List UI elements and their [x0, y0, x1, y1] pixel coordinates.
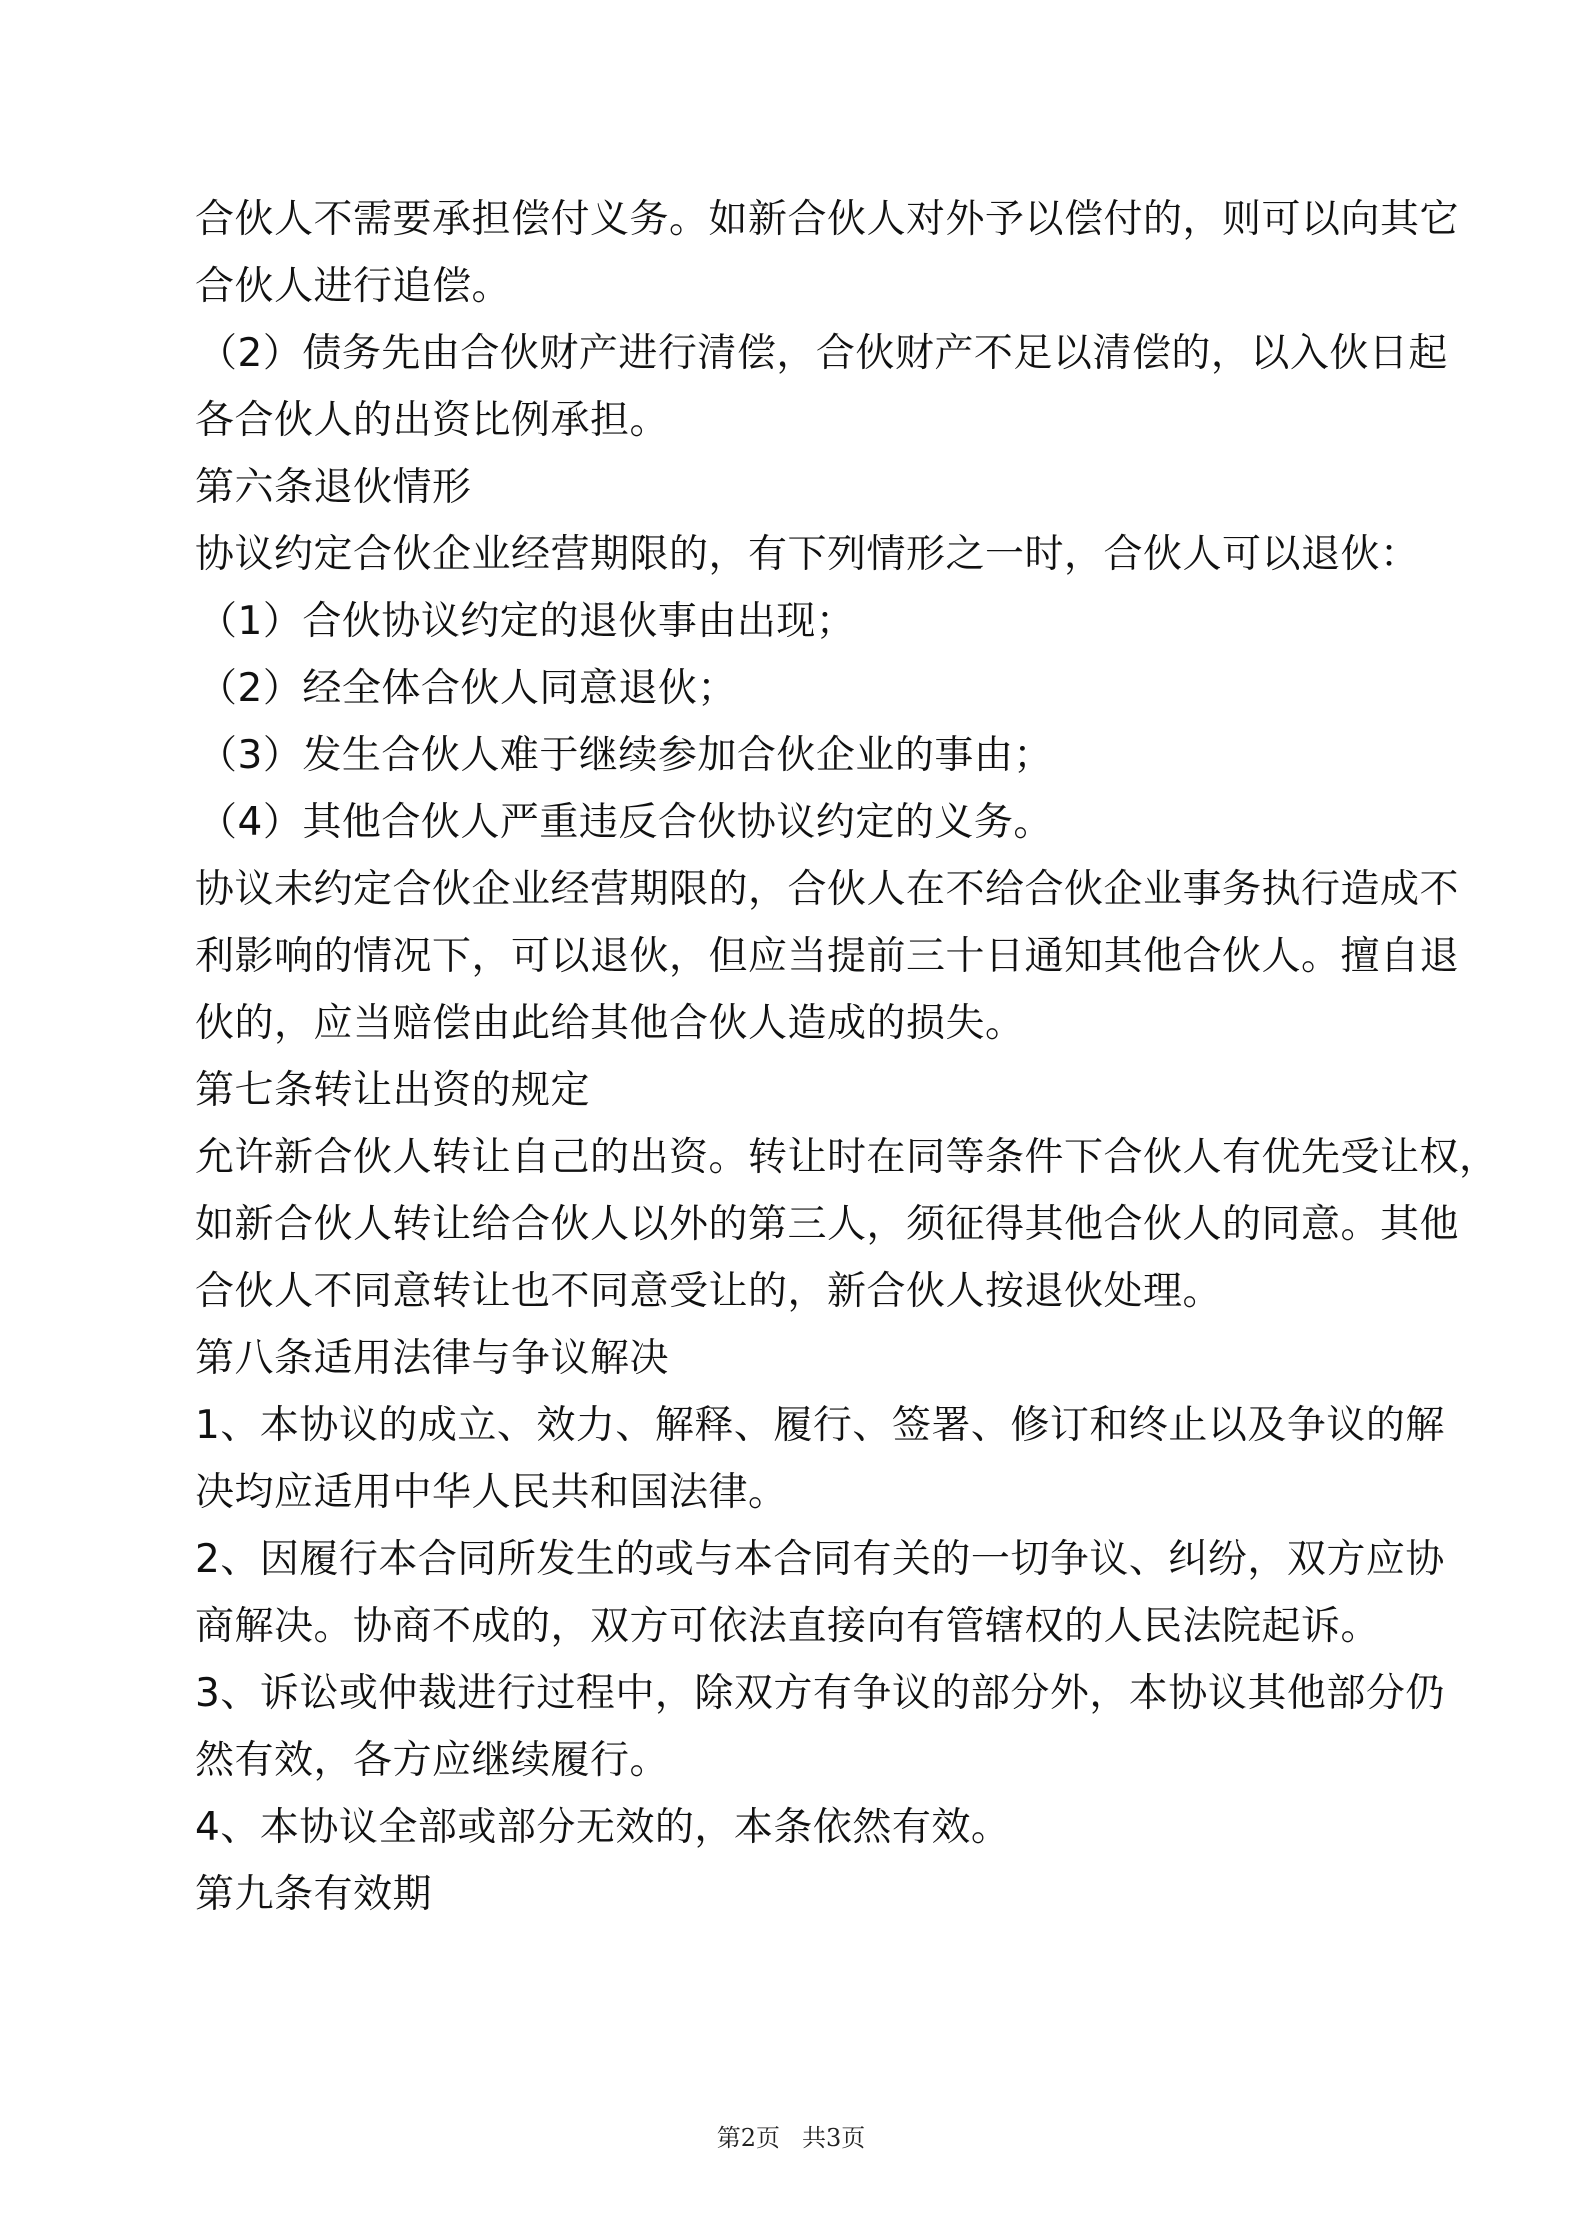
list-item: 2、因履行本合同所发生的或与本合同有关的一切争议、纠纷，双方应协	[195, 1537, 1445, 1582]
paragraph-line: （2）债务先由合伙财产进行清偿，合伙财产不足以清偿的，以入伙日起	[198, 331, 1448, 376]
paragraph-line: 如新合伙人转让给合伙人以外的第三人，须征得其他合伙人的同意。其他	[195, 1202, 1460, 1247]
list-item: （3）发生合伙人难于继续参加合伙企业的事由；	[198, 733, 1053, 778]
section-heading-article-7: 第七条转让出资的规定	[195, 1068, 591, 1113]
paragraph-line: 商解决。协商不成的，双方可依法直接向有管辖权的人民法院起诉。	[195, 1604, 1381, 1649]
list-item: 3、诉讼或仲裁进行过程中，除双方有争议的部分外，本协议其他部分仍	[195, 1671, 1445, 1716]
list-item: （4）其他合伙人严重违反合伙协议约定的义务。	[198, 800, 1053, 845]
page-number-current: 第2页	[716, 2124, 780, 2152]
document-body	[195, 186, 1499, 1928]
list-item: （1）合伙协议约定的退伙事由出现；	[198, 599, 856, 644]
section-heading-article-6: 第六条退伙情形	[195, 465, 472, 510]
paragraph-line: 决均应适用中华人民共和国法律。	[195, 1470, 788, 1515]
paragraph-line: 允许新合伙人转让自己的出资。转让时在同等条件下合伙人有优先受让权，	[195, 1135, 1499, 1180]
paragraph-line: 利影响的情况下，可以退伙，但应当提前三十日通知其他合伙人。擅自退	[195, 934, 1460, 979]
paragraph-line: 协议约定合伙企业经营期限的，有下列情形之一时，合伙人可以退伙：	[195, 532, 1420, 577]
paragraph-line: 然有效，各方应继续履行。	[195, 1738, 670, 1783]
section-heading-article-9: 第九条有效期	[195, 1872, 433, 1917]
page-number-total: 共3页	[802, 2124, 866, 2152]
section-heading-article-8: 第八条适用法律与争议解决	[195, 1336, 670, 1381]
list-item: （2）经全体合伙人同意退伙；	[198, 666, 737, 711]
paragraph-line: 合伙人进行追偿。	[195, 264, 512, 309]
paragraph-line: 协议未约定合伙企业经营期限的，合伙人在不给合伙企业事务执行造成不	[195, 867, 1460, 912]
page-footer	[0, 2118, 1582, 2153]
paragraph-line: 合伙人不同意转让也不同意受让的，新合伙人按退伙处理。	[195, 1269, 1223, 1314]
paragraph-line: 伙的，应当赔偿由此给其他合伙人造成的损失。	[195, 1001, 1025, 1046]
list-item: 1、本协议的成立、效力、解释、履行、签署、修订和终止以及争议的解	[195, 1403, 1445, 1448]
paragraph-line: 合伙人不需要承担偿付义务。如新合伙人对外予以偿付的，则可以向其它	[195, 197, 1460, 242]
list-item: 4、本协议全部或部分无效的，本条依然有效。	[195, 1805, 1011, 1850]
paragraph-line: 各合伙人的出资比例承担。	[195, 398, 670, 443]
